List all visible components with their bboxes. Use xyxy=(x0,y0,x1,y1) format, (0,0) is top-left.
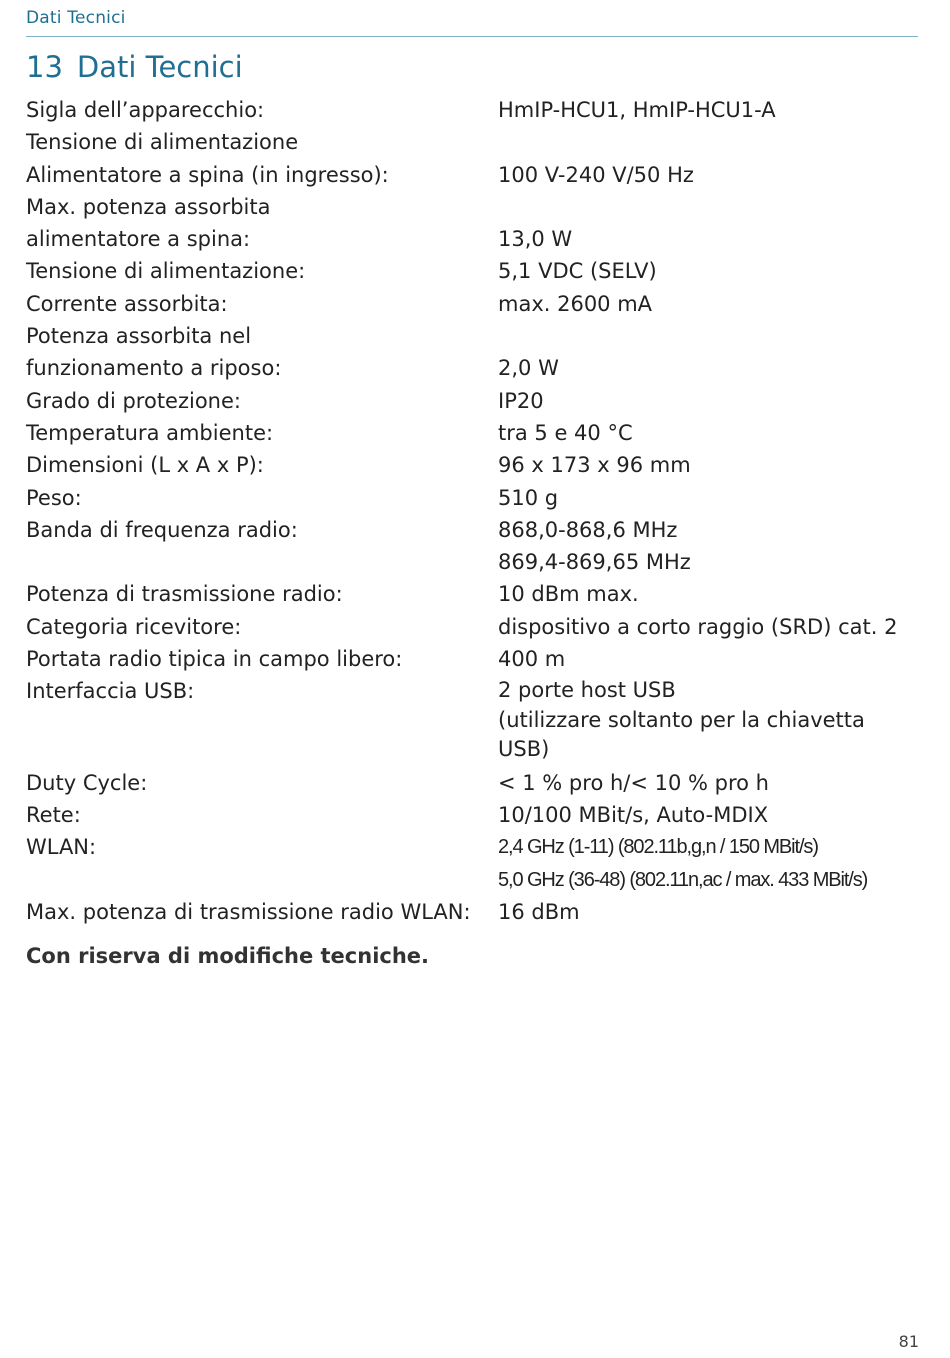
spec-value-line: 10/100 MBit/s, Auto-MDIX xyxy=(498,803,769,828)
spec-value-line: IP20 xyxy=(498,388,544,413)
section-title-text: Dati Tecnici xyxy=(76,50,243,84)
spec-value-line xyxy=(498,320,926,352)
spec-label xyxy=(26,611,498,643)
spec-label-line: Peso: xyxy=(26,485,82,510)
spec-table xyxy=(26,94,926,928)
spec-value xyxy=(498,675,926,767)
spec-label xyxy=(26,255,498,287)
spec-row xyxy=(26,126,926,191)
spec-value xyxy=(498,611,926,643)
spec-value-line: 2,0 W xyxy=(498,356,559,381)
spec-value xyxy=(498,385,926,417)
spec-label-line: Banda di frequenza radio: xyxy=(26,517,298,542)
spec-row xyxy=(26,611,926,643)
spec-label-line: funzionamento a riposo: xyxy=(26,356,282,381)
spec-label-line: Corrente assorbita: xyxy=(26,291,228,316)
spec-label xyxy=(26,320,498,385)
spec-row xyxy=(26,417,926,449)
spec-value-line: USB) xyxy=(498,737,550,762)
spec-value-line: 869,4-869,65 MHz xyxy=(498,550,691,575)
spec-label xyxy=(26,417,498,449)
spec-label-line: Tensione di alimentazione: xyxy=(26,259,306,284)
spec-label-line: Portata radio tipica in campo libero: xyxy=(26,647,403,672)
spec-label xyxy=(26,896,498,928)
spec-label xyxy=(26,799,498,831)
spec-value-line: < 1 % pro h/< 10 % pro h xyxy=(498,770,769,795)
spec-value-line: 96 x 173 x 96 mm xyxy=(498,453,691,478)
spec-label xyxy=(26,94,498,126)
spec-value-line: tra 5 e 40 °C xyxy=(498,420,633,445)
spec-label xyxy=(26,514,498,579)
spec-value xyxy=(498,831,926,896)
spec-label-line: Max. potenza assorbita xyxy=(26,194,271,219)
spec-label xyxy=(26,831,498,896)
spec-row xyxy=(26,767,926,799)
spec-value xyxy=(498,320,926,385)
spec-label-line: Potenza assorbita nel xyxy=(26,324,252,349)
spec-value-line: 100 V-240 V/50 Hz xyxy=(498,162,694,187)
spec-row xyxy=(26,288,926,320)
running-header: Dati Tecnici xyxy=(26,8,126,28)
spec-value-line: 2 porte host USB xyxy=(498,678,676,703)
spec-value xyxy=(498,896,926,928)
spec-value xyxy=(498,799,926,831)
spec-label-line: Max. potenza di trasmissione radio WLAN: xyxy=(26,900,471,925)
spec-label-line: Interfaccia USB: xyxy=(26,679,195,704)
spec-label-line: Grado di protezione: xyxy=(26,388,241,413)
spec-label xyxy=(26,126,498,191)
spec-value xyxy=(498,767,926,799)
spec-row xyxy=(26,255,926,287)
spec-value xyxy=(498,417,926,449)
spec-label xyxy=(26,385,498,417)
spec-label-line: Rete: xyxy=(26,803,81,828)
spec-label xyxy=(26,675,498,767)
spec-label-line: Duty Cycle: xyxy=(26,770,148,795)
spec-row xyxy=(26,385,926,417)
spec-row xyxy=(26,643,926,675)
spec-value-line: 2,4 GHz (1-11) (802.11b,g,n / 150 MBit/s) xyxy=(498,836,818,859)
spec-value xyxy=(498,578,926,610)
spec-value-line: 868,0-868,6 MHz xyxy=(498,517,678,542)
spec-value xyxy=(498,288,926,320)
spec-value-line: max. 2600 mA xyxy=(498,291,653,316)
spec-label xyxy=(26,643,498,675)
spec-row xyxy=(26,191,926,256)
spec-label xyxy=(26,288,498,320)
spec-label-line: alimentatore a spina: xyxy=(26,227,251,252)
spec-value-line: 5,1 VDC (SELV) xyxy=(498,259,657,284)
spec-label-line: Sigla dell’apparecchio: xyxy=(26,98,265,122)
spec-value-line: HmIP-HCU1, HmIP-HCU1-A xyxy=(498,98,776,122)
spec-label xyxy=(26,449,498,481)
spec-value xyxy=(498,514,926,579)
spec-label-line: Potenza di trasmissione radio: xyxy=(26,582,343,607)
spec-label-line: Categoria ricevitore: xyxy=(26,614,242,639)
spec-value xyxy=(498,643,926,675)
spec-label xyxy=(26,191,498,256)
spec-value xyxy=(498,449,926,481)
spec-value xyxy=(498,94,926,126)
technical-changes-note: Con riserva di modifiche tecniche. xyxy=(26,944,430,968)
spec-row xyxy=(26,514,926,579)
section-title xyxy=(26,50,243,84)
spec-value-line xyxy=(498,126,926,158)
spec-value-line: 400 m xyxy=(498,647,566,672)
spec-value-line: 510 g xyxy=(498,485,559,510)
spec-label-line: WLAN: xyxy=(26,835,97,860)
spec-value-line: 10 dBm max. xyxy=(498,582,639,607)
spec-row xyxy=(26,799,926,831)
spec-label xyxy=(26,767,498,799)
spec-value xyxy=(498,255,926,287)
spec-label xyxy=(26,482,498,514)
spec-row xyxy=(26,896,926,928)
spec-row xyxy=(26,482,926,514)
spec-label-line: Dimensioni (L x A x P): xyxy=(26,453,264,478)
spec-label-line: Temperatura ambiente: xyxy=(26,420,274,445)
page-number: 81 xyxy=(898,1332,919,1351)
spec-value xyxy=(498,191,926,256)
spec-label xyxy=(26,578,498,610)
spec-row xyxy=(26,675,926,767)
spec-label-line: Tensione di alimentazione xyxy=(26,130,299,155)
spec-value-line: 16 dBm xyxy=(498,900,580,925)
spec-row xyxy=(26,449,926,481)
spec-value xyxy=(498,482,926,514)
spec-row xyxy=(26,94,926,126)
header-divider xyxy=(26,36,918,37)
spec-row xyxy=(26,578,926,610)
spec-value xyxy=(498,126,926,191)
spec-value-line: dispositivo a corto raggio (SRD) cat. 2 xyxy=(498,614,898,639)
spec-value-line: (utilizzare soltanto per la chiavetta xyxy=(498,707,865,732)
spec-value-line: 13,0 W xyxy=(498,227,573,252)
spec-label-line: Alimentatore a spina (in ingresso): xyxy=(26,162,389,187)
spec-value-line xyxy=(498,191,926,223)
spec-row xyxy=(26,831,926,896)
spec-row xyxy=(26,320,926,385)
section-number: 13 xyxy=(26,50,63,84)
spec-value-line: 5,0 GHz (36-48) (802.11n,ac / max. 433 MBit/s) xyxy=(498,868,868,891)
